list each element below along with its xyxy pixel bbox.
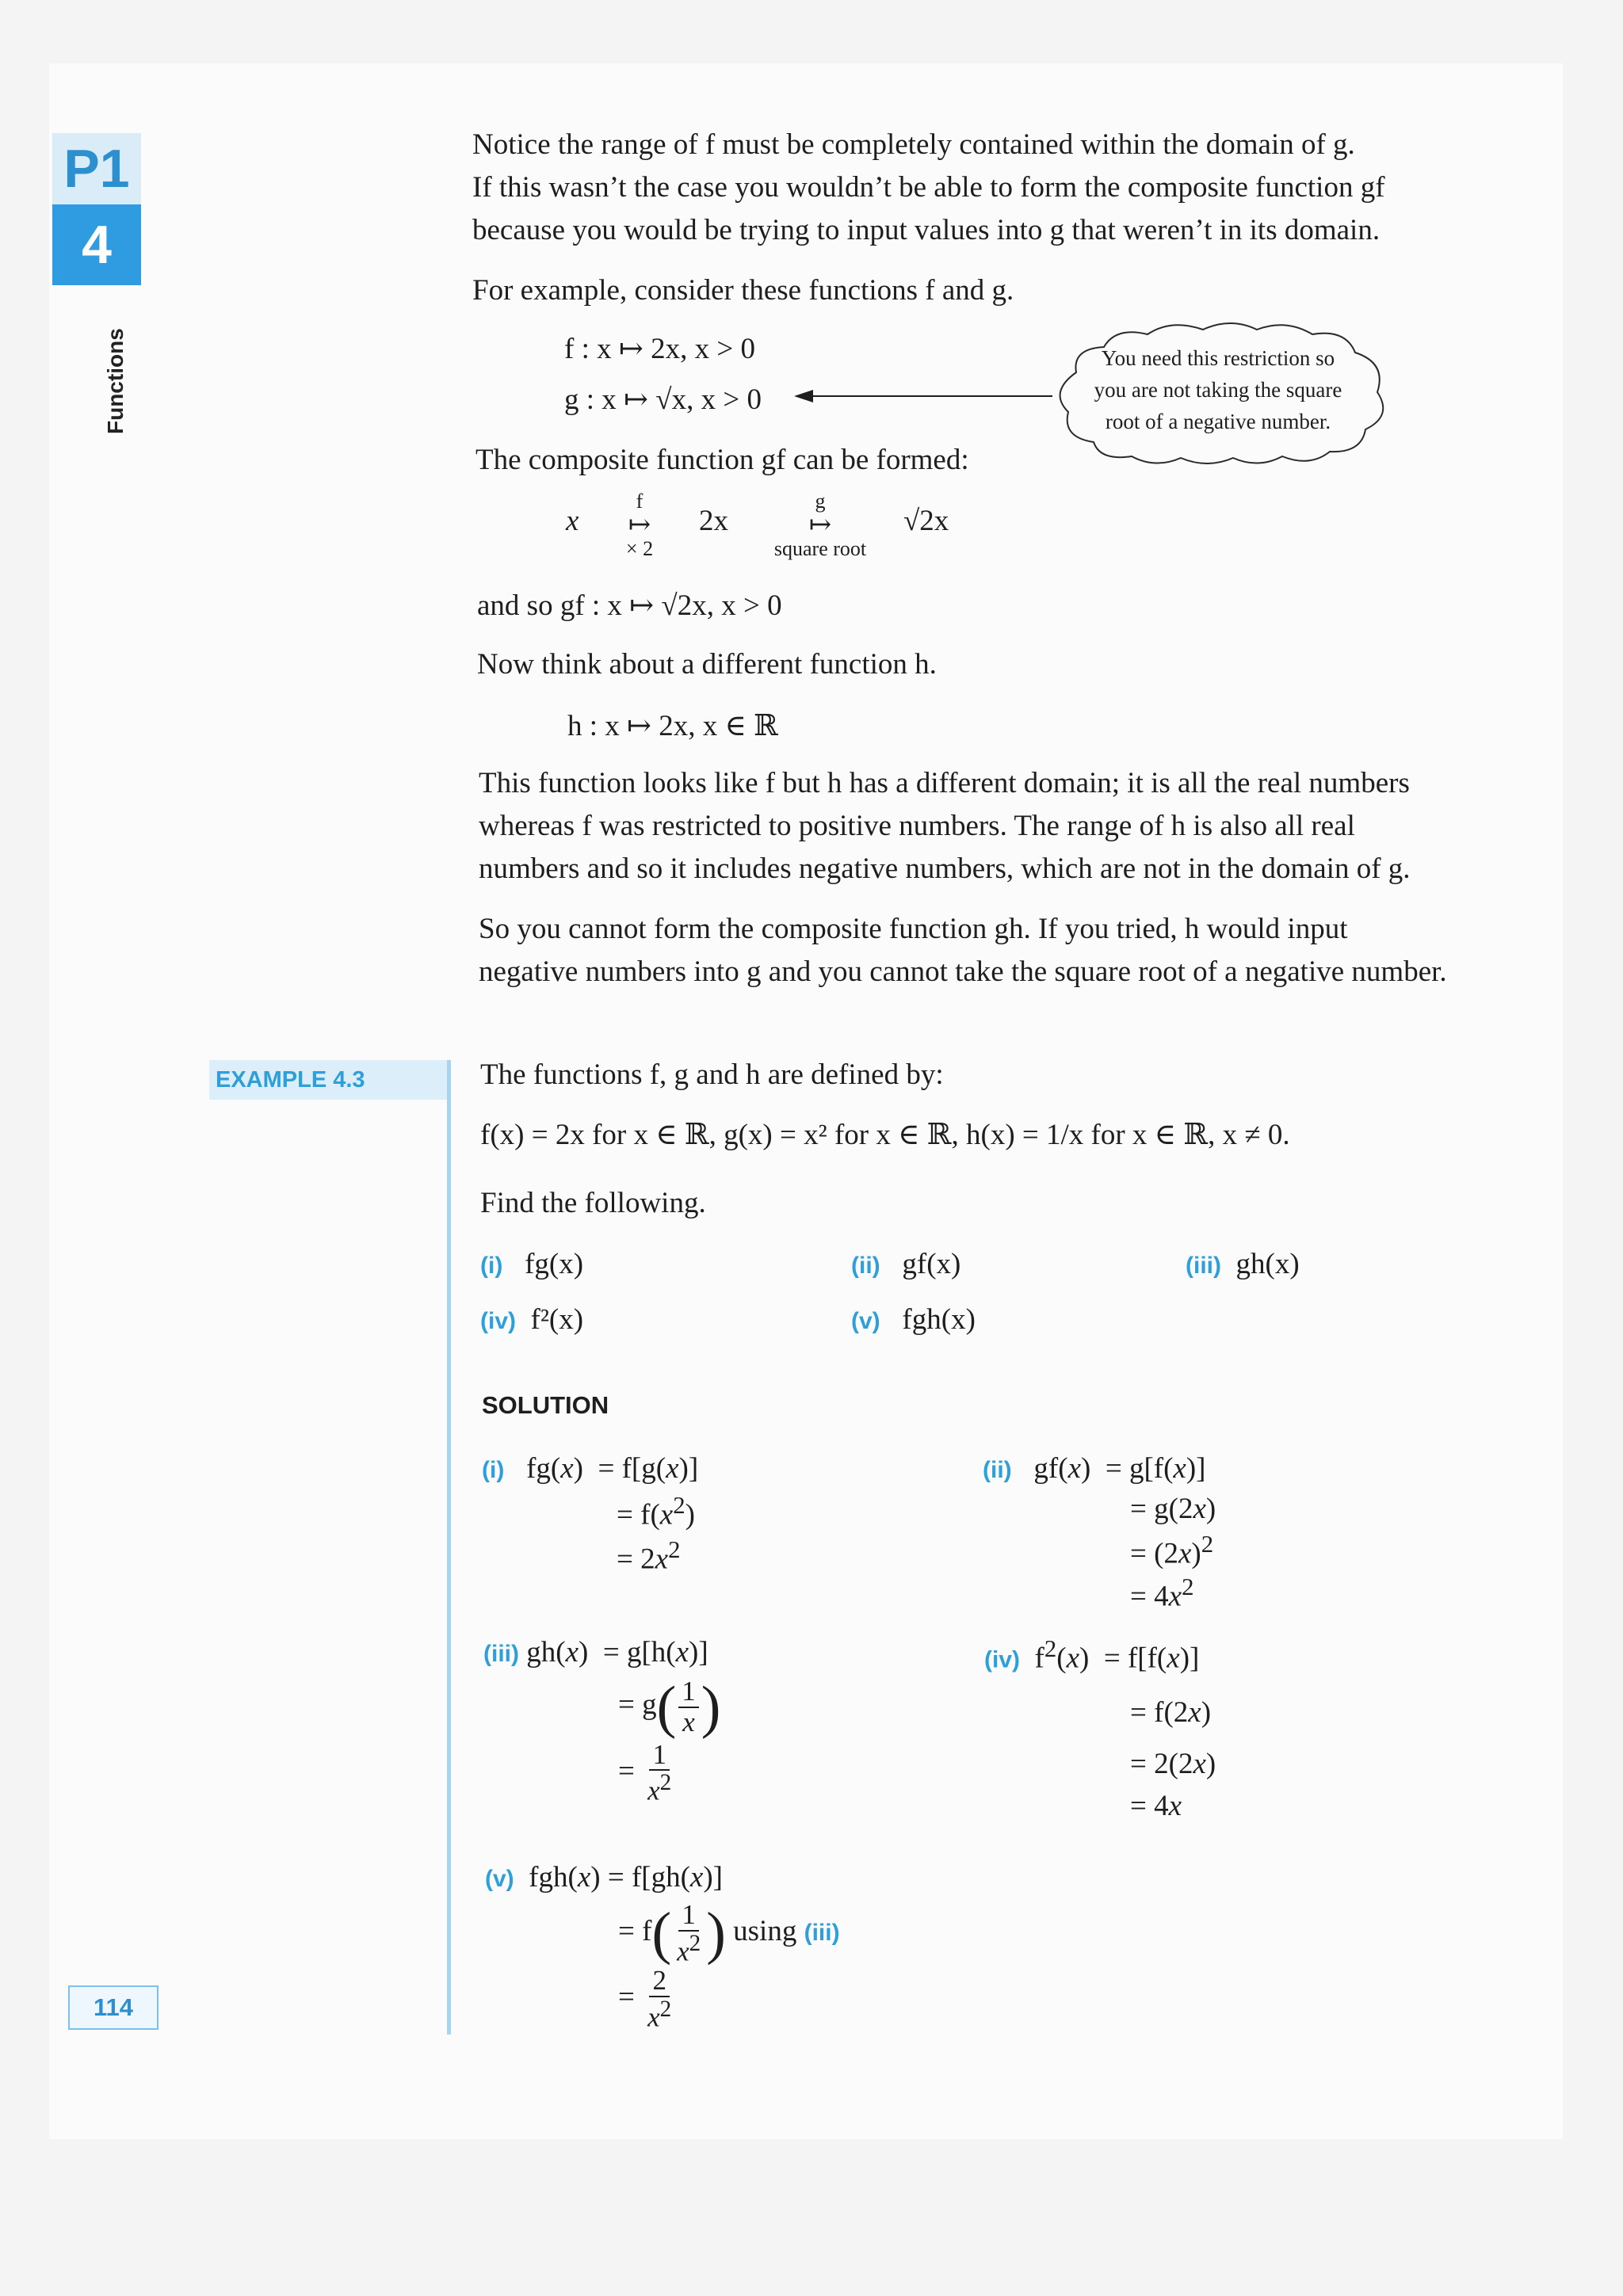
note-line: you are not taking the square	[1094, 378, 1342, 402]
gh-paragraph	[479, 908, 1447, 994]
example-rule	[447, 1060, 451, 2035]
g-definition: g : x ↦ √x, x > 0	[564, 383, 762, 416]
part-number: (iii)	[483, 1641, 519, 1667]
f-definition: f : x ↦ 2x, x > 0	[564, 333, 755, 365]
solution-heading: SOLUTION	[482, 1391, 609, 1419]
text-line: numbers and so it includes negative numbers, which are not in the domain of g.	[479, 852, 1411, 885]
find-instruction: Find the following.	[480, 1187, 706, 1219]
using-text: using	[733, 1915, 797, 1948]
solution-iii: (iii) gh(x) = g[h(x)] = g( $\frac{1}{x}$ ) = $\frac{1}{x^2}$	[483, 1636, 721, 1806]
intro-paragraph	[472, 124, 1385, 252]
solution-iv: (iv) $f^2(x) = f[f(x)]$ = f(2x) = 2(2x) = 4x	[984, 1635, 1216, 1823]
example-label: EXAMPLE 4.3	[216, 1067, 365, 1093]
part-v: (v) fgh(x)	[851, 1303, 976, 1336]
text-line: negative numbers into g and you cannot take the square root of a negative number.	[479, 955, 1447, 988]
part-iii: (iii) gh(x)	[1186, 1248, 1300, 1280]
example-intro: The functions f, g and h are defined by:	[480, 1058, 944, 1091]
pointer-arrow	[792, 384, 1054, 408]
h-paragraph	[479, 762, 1411, 891]
composite-lead: The composite function gf can be formed:	[475, 444, 969, 476]
restriction-note	[1071, 342, 1365, 437]
text-line: whereas f was restricted to positive numbers. The range of h is also all real	[479, 810, 1355, 842]
part-number: (i)	[482, 1457, 505, 1483]
text-line: This function looks like f but h has a different domain; it is all the real numbers	[479, 767, 1410, 799]
map-g-arrow: g ↦ square root	[773, 490, 867, 560]
text-line: If this wasn’t the case you wouldn’t be able to form the composite function gf	[472, 171, 1385, 204]
page-number: 114	[68, 1985, 158, 2030]
solution-v: (v) fgh(x) = f[gh(x)] = f( $\frac{1}{x^2}$ ) using (iii) = $\frac{2}{x^2}$	[485, 1861, 840, 2033]
chapter-tab: 4	[52, 204, 141, 285]
note-line: You need this restriction so	[1101, 346, 1335, 370]
h-lead: Now think about a different function h.	[477, 648, 937, 681]
mapping-mid: 2x	[699, 505, 728, 537]
part-ii: (ii) gf(x)	[851, 1248, 961, 1280]
text-line: Notice the range of f must be completely contained within the domain of g.	[472, 128, 1355, 161]
map-f-arrow: f ↦ × 2	[625, 490, 654, 560]
part-number: (v)	[485, 1866, 514, 1892]
part-iv: (iv) f²(x)	[480, 1303, 584, 1336]
using-reference: (iii)	[804, 1920, 840, 1947]
h-definition: h : x ↦ 2x, x ∈ ℝ	[567, 710, 778, 742]
part-number: (ii)	[983, 1457, 1012, 1483]
mapping-x: x	[566, 505, 579, 537]
part-tab: P1	[52, 133, 141, 204]
solution-ii: (ii) gf(x) = g[f(x)] = g(2x) = $(2x)^2$ = $4x^2$	[983, 1452, 1216, 1613]
example-definitions: f(x) = 2x for x ∈ ℝ, g(x) = x² for x ∈ ℝ, h(x) = 1/x for x ∈ ℝ, x ≠ 0.	[480, 1119, 1290, 1151]
chapter-title-vertical: Functions	[103, 328, 128, 434]
part-number: (iv)	[984, 1646, 1020, 1673]
text-line: So you cannot form the composite function gh. If you tried, h would input	[479, 913, 1348, 945]
part-i: (i) fg(x)	[480, 1248, 584, 1280]
text-line: because you would be trying to input values into g that weren’t in its domain.	[472, 214, 1381, 246]
mapping-result: √2x	[903, 505, 949, 537]
gf-result: and so gf : x ↦ √2x, x > 0	[477, 589, 782, 622]
solution-i: (i) fg(x) = f[g(x)] = $f(x^2)$ = $2x^2$	[482, 1452, 699, 1576]
example-lead: For example, consider these functions f and g.	[472, 274, 1014, 307]
note-line: root of a negative number.	[1105, 410, 1331, 433]
